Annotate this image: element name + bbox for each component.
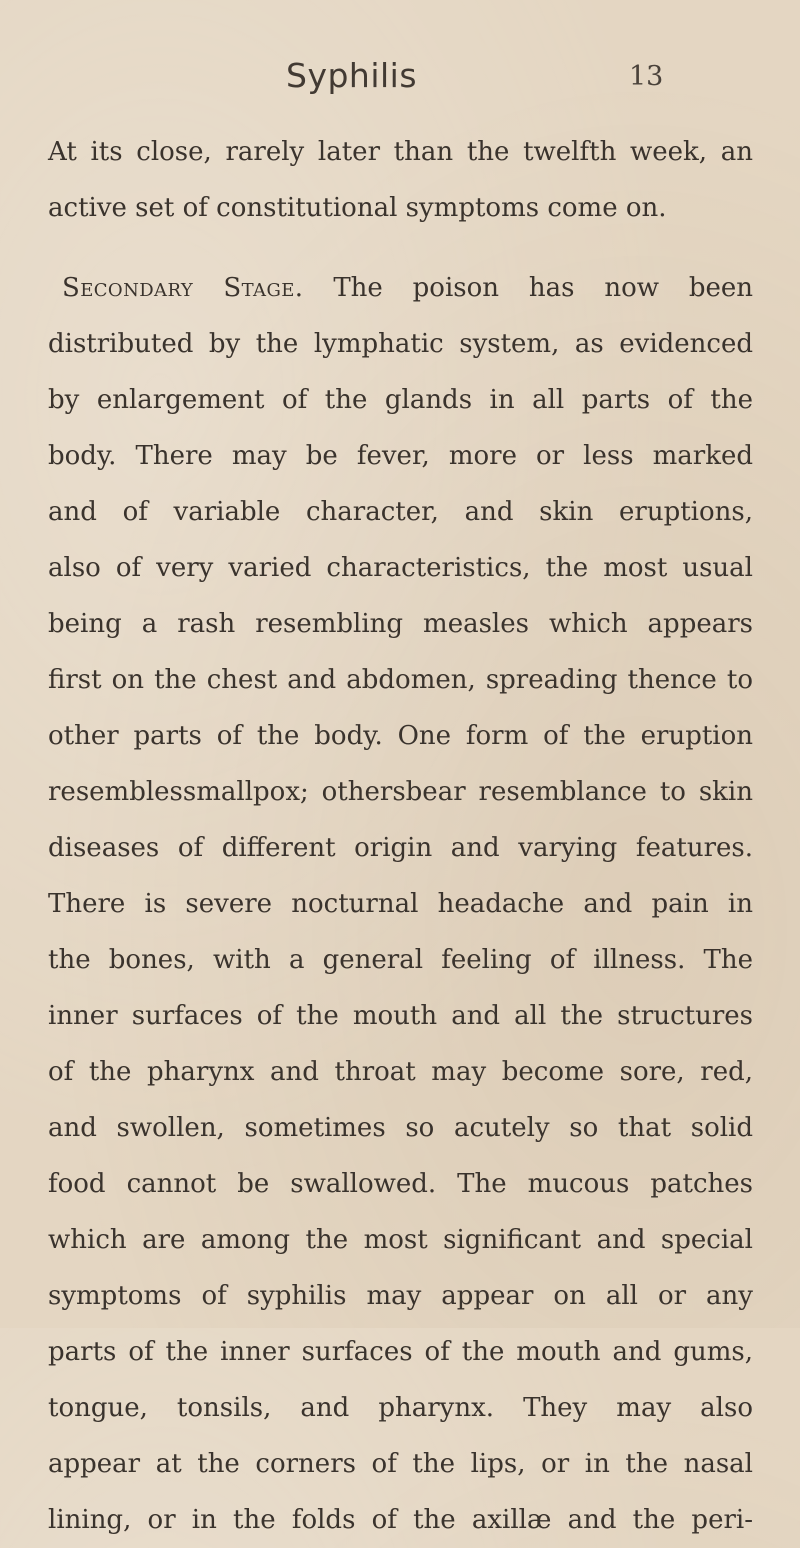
- running-head: [0, 56, 800, 96]
- paragraph-2-line: diseases of different origin and varying features.: [48, 833, 753, 863]
- paragraph-2-line: parts of the inner surfaces of the mouth and gums,: [48, 1337, 753, 1367]
- paragraph-2-line: and swollen, sometimes so acutely so that solid: [48, 1113, 753, 1143]
- paragraph-2: [48, 260, 753, 1548]
- paragraph-2-line: other parts of the body. One form of the eruption: [48, 721, 753, 751]
- paragraph-2-line: appear at the corners of the lips, or in the nasal: [48, 1449, 753, 1479]
- paragraph-2-line: food cannot be swallowed. The mucous patches: [48, 1169, 753, 1199]
- paragraph-2-line: which are among the most significant and special: [48, 1225, 753, 1255]
- paragraph-2-line: the bones, with a general feeling of illness. The: [48, 945, 753, 975]
- paragraph-2-line: being a rash resembling measles which appears: [48, 609, 753, 639]
- paragraph-2-line: lining, or in the folds of the axillæ and the peri-: [48, 1505, 753, 1535]
- paragraph-2-line: There is severe nocturnal headache and pain in: [48, 889, 753, 919]
- paragraph-gap: [48, 236, 753, 260]
- running-title: Syphilis: [286, 56, 418, 95]
- paragraph-2-line: first on the chest and abdomen, spreading thence to: [48, 665, 753, 695]
- paragraph-2-line: by enlargement of the glands in all parts of the: [48, 385, 753, 415]
- paragraph-2-line: symptoms of syphilis may appear on all or any: [48, 1281, 753, 1311]
- paragraph-2-line: and of variable character, and skin eruptions,: [48, 497, 753, 527]
- paragraph-2-line: body. There may be fever, more or less marked: [48, 441, 753, 471]
- first-line-text: The poison has now been: [333, 273, 754, 303]
- paragraph-1-line: At its close, rarely later than the twelfth week, an: [48, 137, 753, 167]
- paragraph-1: [48, 124, 753, 236]
- section-heading: Secondary Stage.: [62, 273, 304, 303]
- paragraph-2-line: also of very varied characteristics, the most usual: [48, 553, 753, 583]
- body-text: [48, 124, 753, 1548]
- paragraph-2-first-line: [48, 260, 753, 316]
- paragraph-2-line: resemblessmallpox; othersbear resemblance to skin: [48, 777, 753, 807]
- paragraph-1-line: active set of constitutional symptoms come on.: [48, 193, 667, 223]
- paragraph-2-line: of the pharynx and throat may become sore, red,: [48, 1057, 753, 1087]
- page-number: 13: [629, 61, 664, 92]
- paragraph-2-line: distributed by the lymphatic system, as evidenced: [48, 329, 753, 359]
- paragraph-2-line: inner surfaces of the mouth and all the structures: [48, 1001, 753, 1031]
- paragraph-2-line: tongue, tonsils, and pharynx. They may also: [48, 1393, 753, 1423]
